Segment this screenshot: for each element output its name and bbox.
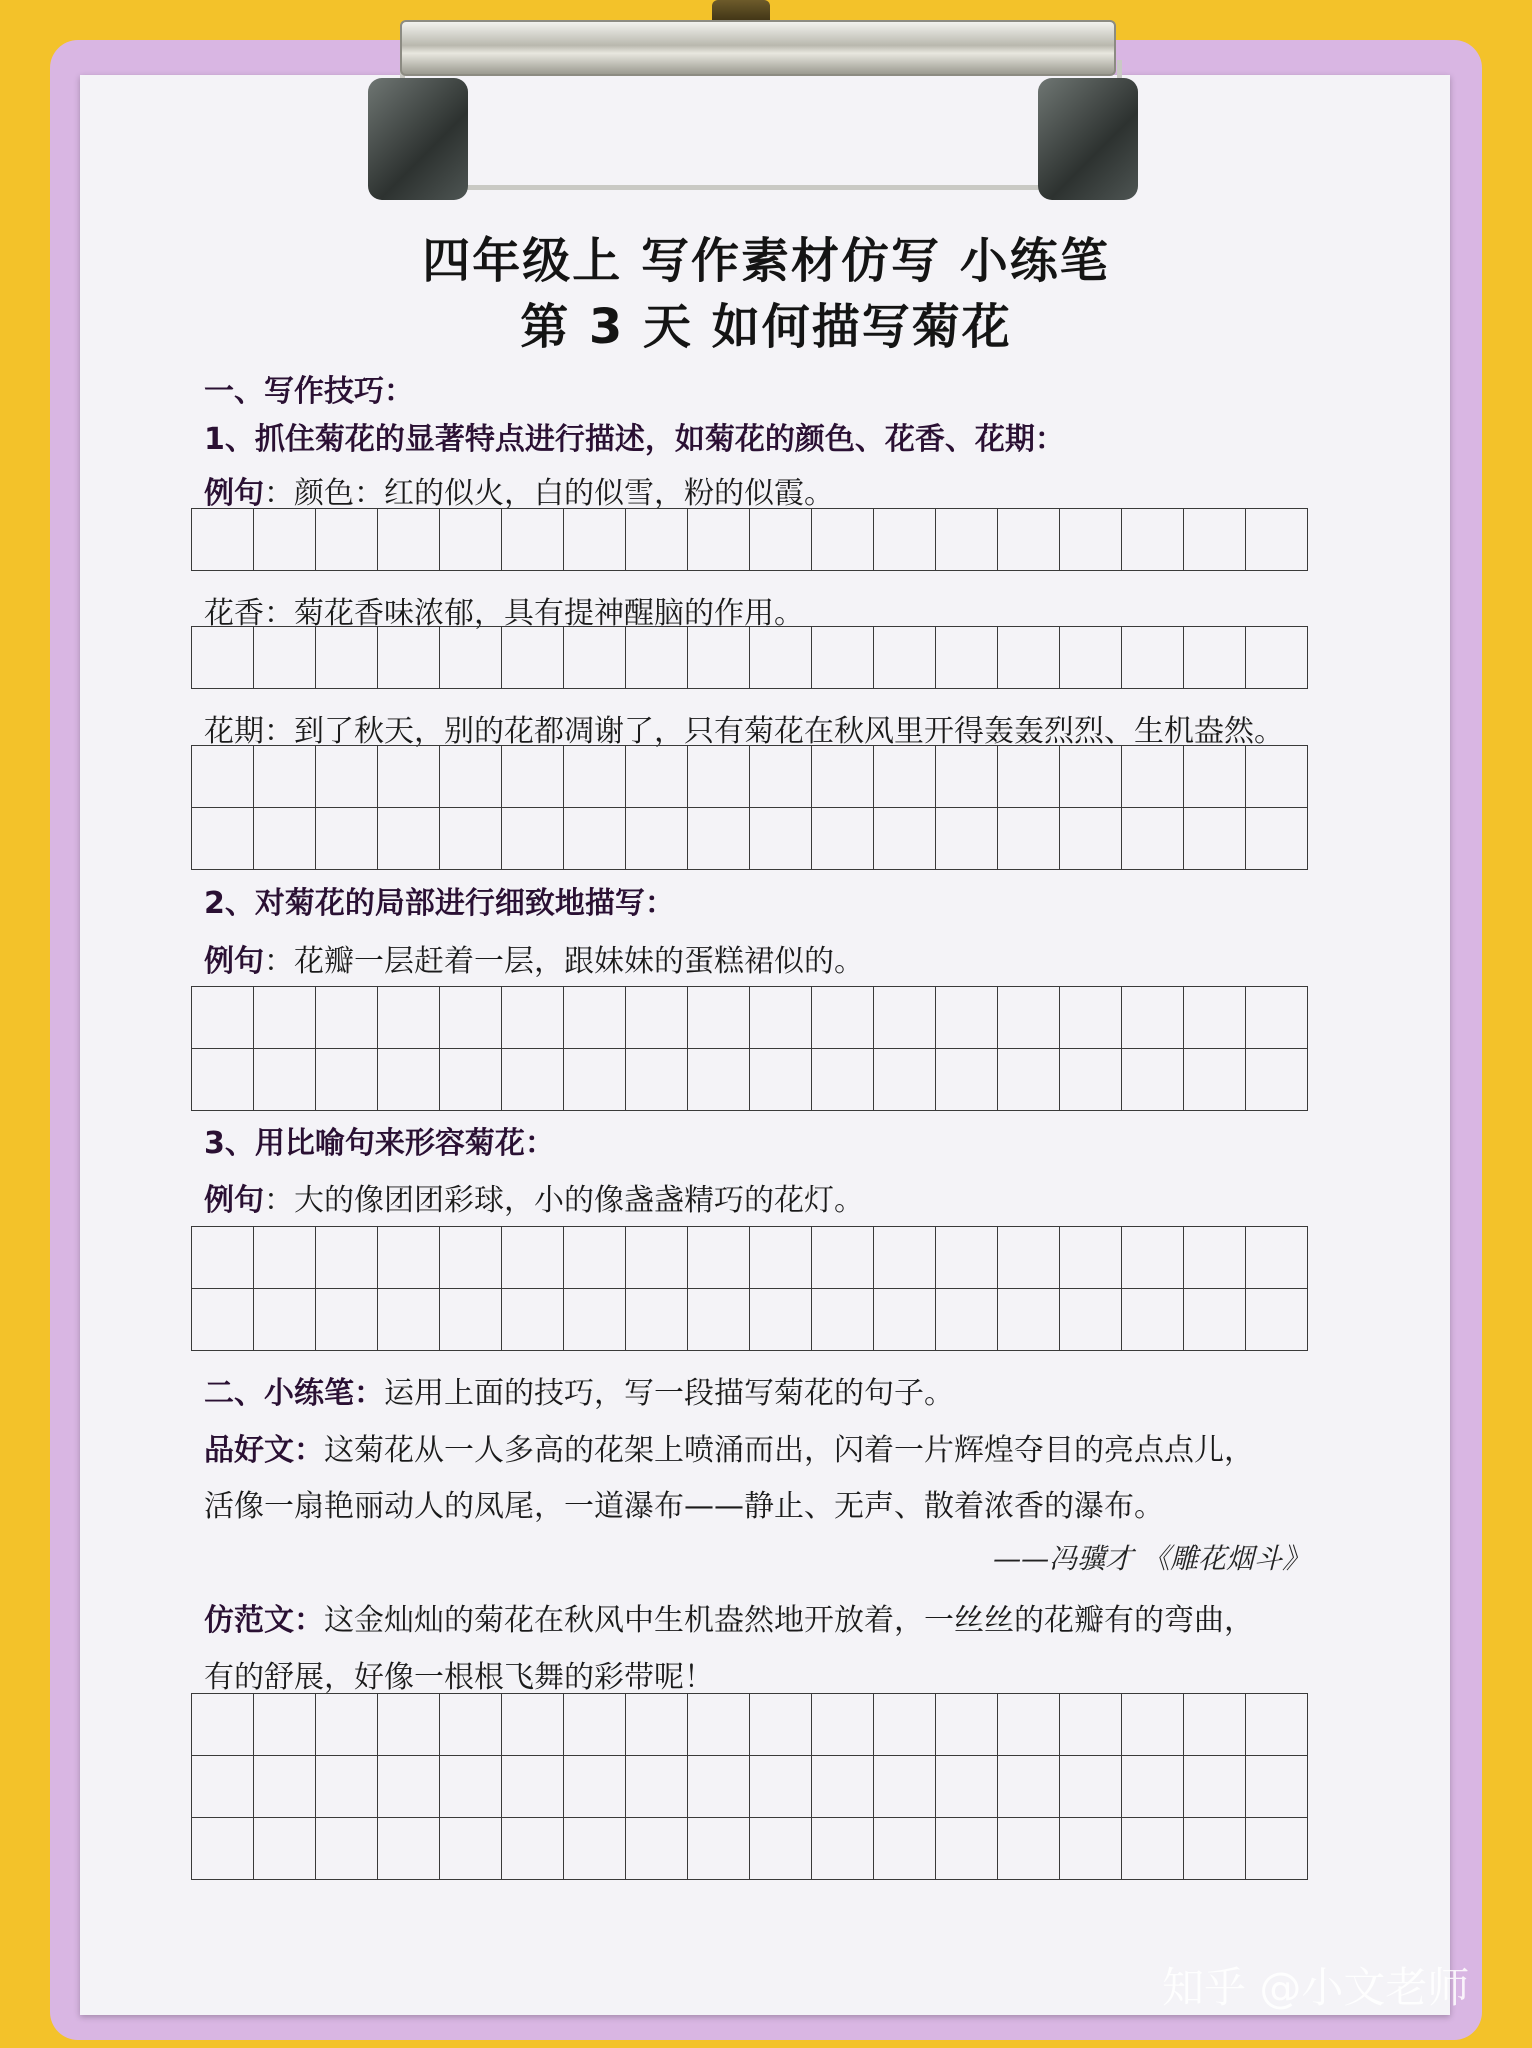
grid-cell[interactable] — [626, 808, 688, 870]
page-subtitle: 第 3 天 如何描写菊花 — [520, 299, 1012, 355]
grid-cell[interactable] — [1246, 1289, 1308, 1351]
grid-cell[interactable] — [626, 1818, 688, 1880]
grid-cell[interactable] — [1060, 1049, 1122, 1111]
grid-cell[interactable] — [688, 1289, 750, 1351]
grid-cell[interactable] — [1060, 1694, 1122, 1756]
grid-cell[interactable] — [440, 1289, 502, 1351]
grid-cell[interactable] — [1246, 1694, 1308, 1756]
clip-bar — [400, 20, 1116, 76]
grid-cell[interactable] — [378, 1756, 440, 1818]
grid-cell[interactable] — [874, 509, 936, 571]
grid-cell[interactable] — [502, 509, 564, 571]
grid-cell[interactable] — [192, 1756, 254, 1818]
grid-cell[interactable] — [998, 1756, 1060, 1818]
grid-cell[interactable] — [440, 808, 502, 870]
grid-cell[interactable] — [936, 1049, 998, 1111]
grid-cell[interactable] — [316, 1227, 378, 1289]
season-line: 花期：到了秋天，别的花都凋谢了，只有菊花在秋风里开得轰轰烈烈、生机盎然。 — [204, 714, 1284, 749]
grid-cell[interactable] — [316, 509, 378, 571]
grid-cell[interactable] — [378, 1289, 440, 1351]
writing-grid-4[interactable] — [191, 986, 1308, 1111]
grid-cell[interactable] — [812, 1227, 874, 1289]
grid-cell[interactable] — [1246, 987, 1308, 1049]
grid-cell[interactable] — [750, 1756, 812, 1818]
grid-cell[interactable] — [1060, 509, 1122, 571]
grid-cell[interactable] — [254, 1818, 316, 1880]
section2-heading: 二、小练笔： — [204, 1376, 384, 1411]
model-text-1: 这金灿灿的菊花在秋风中生机盎然地开放着，一丝丝的花瓣有的弯曲， — [324, 1603, 1254, 1638]
grid-cell[interactable] — [750, 808, 812, 870]
grid-cell[interactable] — [688, 1227, 750, 1289]
grid-cell[interactable] — [378, 627, 440, 689]
grid-cell[interactable] — [750, 1289, 812, 1351]
point2-heading: 2、对菊花的局部进行细致地描写： — [204, 886, 675, 921]
page-title: 四年级上 写作素材仿写 小练笔 — [422, 233, 1110, 289]
fragrance-line: 花香：菊花香味浓郁，具有提神醒脑的作用。 — [204, 596, 804, 631]
grid-cell[interactable] — [1060, 1227, 1122, 1289]
grid-cell[interactable] — [1060, 627, 1122, 689]
grid-cell[interactable] — [998, 1049, 1060, 1111]
grid-cell[interactable] — [936, 1756, 998, 1818]
grid-cell[interactable] — [502, 987, 564, 1049]
grid-cell[interactable] — [1184, 987, 1246, 1049]
grid-cell[interactable] — [936, 746, 998, 808]
grid-cell[interactable] — [440, 987, 502, 1049]
grid-cell[interactable] — [936, 1289, 998, 1351]
grid-cell[interactable] — [998, 1818, 1060, 1880]
grid-cell[interactable] — [502, 1694, 564, 1756]
example-label: 例句 — [204, 476, 264, 511]
grid-cell[interactable] — [1060, 1818, 1122, 1880]
grid-cell[interactable] — [874, 1756, 936, 1818]
grid-cell[interactable] — [626, 509, 688, 571]
grid-cell[interactable] — [378, 1227, 440, 1289]
example-label: 例句 — [204, 944, 264, 979]
grid-cell[interactable] — [502, 1756, 564, 1818]
grid-cell[interactable] — [254, 1227, 316, 1289]
good-text-2: 活像一扇艳丽动人的凤尾，一道瀑布——静止、无声、散着浓香的瀑布。 — [204, 1489, 1164, 1524]
grid-cell[interactable] — [192, 1694, 254, 1756]
grid-cell[interactable] — [812, 746, 874, 808]
grid-cell[interactable] — [316, 808, 378, 870]
watermark: 知乎 @小文老师 — [1162, 1963, 1470, 2012]
point2-example — [204, 936, 864, 980]
grid-cell[interactable] — [316, 1756, 378, 1818]
grid-cell[interactable] — [1184, 1049, 1246, 1111]
grid-cell[interactable] — [688, 1818, 750, 1880]
point1-example — [204, 468, 834, 512]
grid-cell[interactable] — [812, 987, 874, 1049]
grid-cell[interactable] — [1122, 1756, 1184, 1818]
grid-cell[interactable] — [688, 1756, 750, 1818]
clip-wire — [400, 60, 1122, 190]
grid-cell[interactable] — [564, 746, 626, 808]
good-text-1: 这菊花从一人多高的花架上喷涌而出，闪着一片辉煌夺目的亮点点儿， — [324, 1433, 1254, 1468]
example-label: 例句 — [204, 1183, 264, 1218]
model-label: 仿范文： — [204, 1603, 324, 1638]
grid-cell[interactable] — [812, 1289, 874, 1351]
grid-cell[interactable] — [1122, 627, 1184, 689]
writing-grid-5[interactable] — [191, 1226, 1308, 1351]
grid-cell[interactable] — [750, 1049, 812, 1111]
grid-cell[interactable] — [564, 509, 626, 571]
grid-cell[interactable] — [874, 627, 936, 689]
point3-heading: 3、用比喻句来形容菊花： — [204, 1126, 555, 1161]
grid-cell[interactable] — [564, 1694, 626, 1756]
grid-cell[interactable] — [378, 746, 440, 808]
grid-cell[interactable] — [626, 746, 688, 808]
grid-cell[interactable] — [502, 1049, 564, 1111]
grid-cell[interactable] — [1184, 746, 1246, 808]
clip-corner-left — [368, 78, 468, 200]
grid-cell[interactable] — [254, 509, 316, 571]
grid-cell[interactable] — [626, 627, 688, 689]
section2-instruction: 运用上面的技巧，写一段描写菊花的句子。 — [384, 1376, 954, 1411]
grid-cell[interactable] — [626, 987, 688, 1049]
writing-grid-1[interactable] — [191, 508, 1308, 571]
grid-cell[interactable] — [378, 509, 440, 571]
grid-cell[interactable] — [998, 1289, 1060, 1351]
grid-cell[interactable] — [1060, 987, 1122, 1049]
grid-cell[interactable] — [750, 987, 812, 1049]
grid-cell[interactable] — [564, 808, 626, 870]
grid-cell[interactable] — [1060, 1289, 1122, 1351]
grid-cell[interactable] — [998, 808, 1060, 870]
grid-cell[interactable] — [750, 1818, 812, 1880]
grid-cell[interactable] — [1246, 746, 1308, 808]
grid-cell[interactable] — [192, 1289, 254, 1351]
grid-cell[interactable] — [874, 1694, 936, 1756]
grid-cell[interactable] — [812, 808, 874, 870]
point1-heading: 1、抓住菊花的显著特点进行描述，如菊花的颜色、花香、花期： — [204, 422, 1065, 457]
grid-cell[interactable] — [192, 1227, 254, 1289]
grid-cell[interactable] — [626, 1694, 688, 1756]
good-text-line-1 — [204, 1425, 1254, 1469]
grid-cell[interactable] — [254, 627, 316, 689]
writing-grid-6[interactable] — [191, 1693, 1308, 1880]
grid-cell[interactable] — [192, 746, 254, 808]
grid-cell[interactable] — [564, 1049, 626, 1111]
grid-cell[interactable] — [316, 987, 378, 1049]
grid-cell[interactable] — [440, 1694, 502, 1756]
grid-cell[interactable] — [254, 1756, 316, 1818]
grid-cell[interactable] — [874, 987, 936, 1049]
grid-cell[interactable] — [1184, 627, 1246, 689]
grid-cell[interactable] — [874, 1227, 936, 1289]
grid-cell[interactable] — [316, 627, 378, 689]
grid-cell[interactable] — [874, 1818, 936, 1880]
grid-cell[interactable] — [1122, 509, 1184, 571]
grid-cell[interactable] — [1246, 627, 1308, 689]
grid-cell[interactable] — [874, 1289, 936, 1351]
grid-cell[interactable] — [812, 1756, 874, 1818]
example-text: ：颜色：红的似火，白的似雪，粉的似霞。 — [264, 476, 834, 511]
grid-cell[interactable] — [688, 746, 750, 808]
good-label: 品好文： — [204, 1433, 324, 1468]
grid-cell[interactable] — [192, 627, 254, 689]
grid-cell[interactable] — [1184, 509, 1246, 571]
grid-cell[interactable] — [1122, 1049, 1184, 1111]
grid-cell[interactable] — [564, 1227, 626, 1289]
grid-cell[interactable] — [564, 627, 626, 689]
grid-cell[interactable] — [812, 1818, 874, 1880]
grid-cell[interactable] — [378, 1818, 440, 1880]
grid-cell[interactable] — [1122, 1818, 1184, 1880]
grid-cell[interactable] — [874, 1049, 936, 1111]
grid-cell[interactable] — [440, 627, 502, 689]
grid-cell[interactable] — [998, 746, 1060, 808]
example-text: ：花瓣一层赶着一层，跟妹妹的蛋糕裙似的。 — [264, 944, 864, 979]
writing-grid-2[interactable] — [191, 626, 1308, 689]
grid-cell[interactable] — [440, 746, 502, 808]
grid-cell[interactable] — [688, 808, 750, 870]
grid-cell[interactable] — [564, 1289, 626, 1351]
grid-cell[interactable] — [378, 987, 440, 1049]
grid-cell[interactable] — [936, 1694, 998, 1756]
grid-cell[interactable] — [1246, 509, 1308, 571]
grid-cell[interactable] — [1122, 1227, 1184, 1289]
grid-cell[interactable] — [750, 509, 812, 571]
grid-cell[interactable] — [688, 987, 750, 1049]
grid-cell[interactable] — [1060, 746, 1122, 808]
grid-cell[interactable] — [688, 1694, 750, 1756]
grid-cell[interactable] — [1246, 1227, 1308, 1289]
grid-cell[interactable] — [1184, 1756, 1246, 1818]
grid-cell[interactable] — [378, 808, 440, 870]
point3-example — [204, 1175, 864, 1219]
grid-cell[interactable] — [812, 1694, 874, 1756]
grid-cell[interactable] — [1122, 987, 1184, 1049]
clip-corner-right — [1038, 78, 1138, 200]
grid-cell[interactable] — [316, 1818, 378, 1880]
section2-heading-line — [204, 1368, 954, 1412]
grid-cell[interactable] — [440, 1227, 502, 1289]
grid-cell[interactable] — [254, 746, 316, 808]
grid-cell[interactable] — [936, 808, 998, 870]
grid-cell[interactable] — [1246, 1756, 1308, 1818]
grid-cell[interactable] — [378, 1694, 440, 1756]
grid-cell[interactable] — [378, 1049, 440, 1111]
grid-cell[interactable] — [688, 1049, 750, 1111]
grid-cell[interactable] — [440, 1756, 502, 1818]
grid-cell[interactable] — [502, 1289, 564, 1351]
attribution: ——冯骥才 《雕花烟斗》 — [993, 1542, 1310, 1575]
grid-cell[interactable] — [1122, 808, 1184, 870]
example-text: ：大的像团团彩球，小的像盏盏精巧的花灯。 — [264, 1183, 864, 1218]
grid-cell[interactable] — [1184, 808, 1246, 870]
grid-cell[interactable] — [192, 509, 254, 571]
grid-cell[interactable] — [1122, 746, 1184, 808]
grid-cell[interactable] — [750, 627, 812, 689]
grid-cell[interactable] — [936, 627, 998, 689]
grid-cell[interactable] — [440, 509, 502, 571]
grid-cell[interactable] — [316, 1289, 378, 1351]
grid-cell[interactable] — [874, 746, 936, 808]
grid-cell[interactable] — [316, 1049, 378, 1111]
grid-cell[interactable] — [750, 1227, 812, 1289]
grid-cell[interactable] — [254, 987, 316, 1049]
grid-cell[interactable] — [688, 509, 750, 571]
grid-cell[interactable] — [1060, 808, 1122, 870]
grid-cell[interactable] — [192, 1818, 254, 1880]
grid-cell[interactable] — [192, 987, 254, 1049]
section1-heading: 一、写作技巧： — [204, 374, 414, 409]
grid-cell[interactable] — [626, 1049, 688, 1111]
grid-cell[interactable] — [502, 627, 564, 689]
grid-cell[interactable] — [626, 1227, 688, 1289]
grid-cell[interactable] — [502, 808, 564, 870]
grid-cell[interactable] — [688, 627, 750, 689]
grid-cell[interactable] — [192, 808, 254, 870]
grid-cell[interactable] — [502, 1818, 564, 1880]
grid-cell[interactable] — [812, 509, 874, 571]
grid-cell[interactable] — [1184, 1818, 1246, 1880]
model-text-line-1 — [204, 1595, 1254, 1639]
grid-cell[interactable] — [936, 987, 998, 1049]
grid-cell[interactable] — [1060, 1756, 1122, 1818]
grid-cell[interactable] — [936, 1227, 998, 1289]
grid-cell[interactable] — [998, 509, 1060, 571]
grid-cell[interactable] — [192, 1049, 254, 1111]
grid-cell[interactable] — [812, 1049, 874, 1111]
grid-cell[interactable] — [254, 1289, 316, 1351]
grid-cell[interactable] — [1184, 1694, 1246, 1756]
grid-cell[interactable] — [750, 1694, 812, 1756]
grid-cell[interactable] — [1122, 1694, 1184, 1756]
grid-cell[interactable] — [440, 1049, 502, 1111]
grid-cell[interactable] — [998, 627, 1060, 689]
grid-cell[interactable] — [998, 1227, 1060, 1289]
grid-cell[interactable] — [502, 1227, 564, 1289]
grid-cell[interactable] — [1122, 1289, 1184, 1351]
grid-cell[interactable] — [564, 1756, 626, 1818]
grid-cell[interactable] — [874, 808, 936, 870]
model-text-2: 有的舒展，好像一根根飞舞的彩带呢！ — [204, 1660, 714, 1695]
grid-cell[interactable] — [750, 746, 812, 808]
grid-cell[interactable] — [998, 987, 1060, 1049]
grid-cell[interactable] — [254, 1049, 316, 1111]
grid-cell[interactable] — [936, 1818, 998, 1880]
grid-cell[interactable] — [626, 1756, 688, 1818]
grid-cell[interactable] — [564, 987, 626, 1049]
grid-cell[interactable] — [254, 1694, 316, 1756]
grid-cell[interactable] — [1184, 1289, 1246, 1351]
grid-cell[interactable] — [1246, 808, 1308, 870]
grid-cell[interactable] — [254, 808, 316, 870]
grid-cell[interactable] — [998, 1694, 1060, 1756]
grid-cell[interactable] — [1246, 1049, 1308, 1111]
grid-cell[interactable] — [564, 1818, 626, 1880]
grid-cell[interactable] — [316, 1694, 378, 1756]
grid-cell[interactable] — [502, 746, 564, 808]
grid-cell[interactable] — [812, 627, 874, 689]
grid-cell[interactable] — [936, 509, 998, 571]
grid-cell[interactable] — [626, 1289, 688, 1351]
grid-cell[interactable] — [316, 746, 378, 808]
grid-cell[interactable] — [1246, 1818, 1308, 1880]
grid-cell[interactable] — [440, 1818, 502, 1880]
writing-grid-3[interactable] — [191, 745, 1308, 870]
grid-cell[interactable] — [1184, 1227, 1246, 1289]
